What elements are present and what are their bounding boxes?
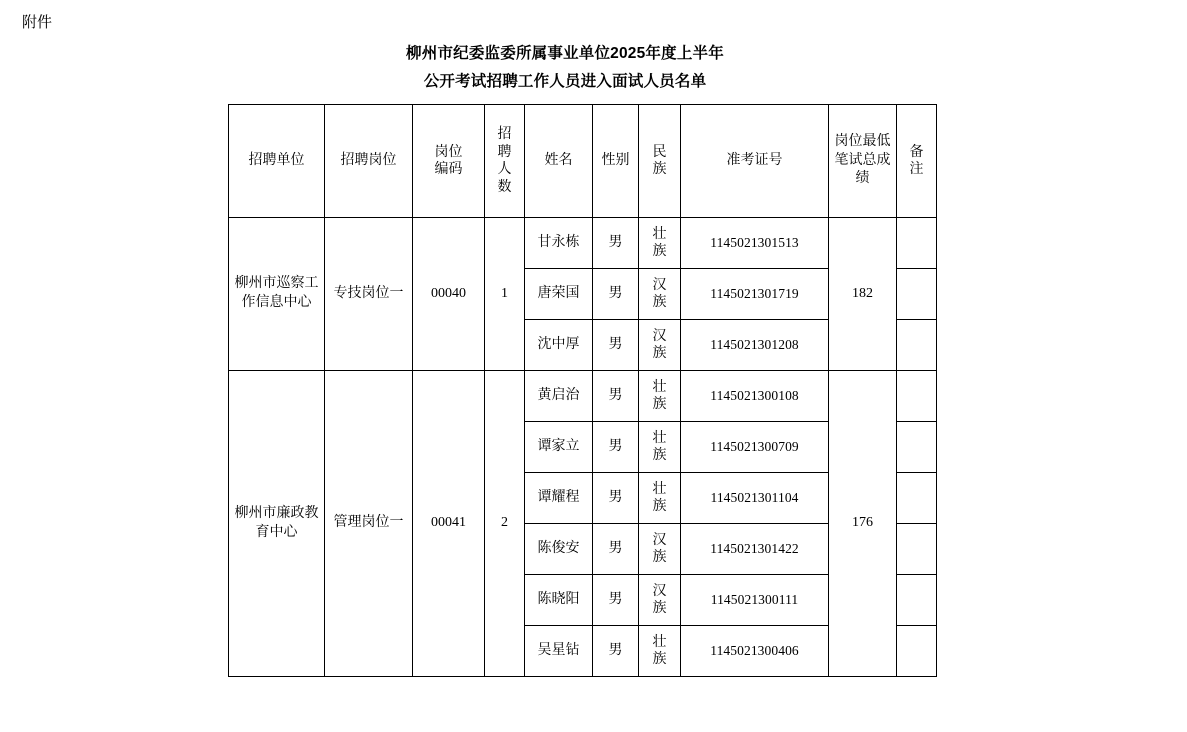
cell-ticket: 1145021300709 [681,422,829,473]
cell-name: 黄启治 [525,371,593,422]
cell-ticket: 1145021300111 [681,575,829,626]
cell-ethnic [639,371,681,422]
header-code-text: 岗位编码 [434,144,463,177]
header-ethnic-text: 民族 [652,144,667,177]
cell-ethnic [639,218,681,269]
cell-unit: 柳州市巡察工作信息中心 [229,218,325,371]
header-sex: 性别 [593,105,639,218]
cell-ticket: 1145021301104 [681,473,829,524]
title-line-2: 公开考试招聘工作人员进入面试人员名单 [423,73,707,90]
header-count [485,105,525,218]
cell-sex: 男 [593,269,639,320]
cell-sex: 男 [593,524,639,575]
cell-name: 吴星钻 [525,626,593,677]
cell-name: 甘永栋 [525,218,593,269]
header-score-text: 岗位最低笔试总成绩 [834,133,891,187]
cell-count: 2 [485,371,525,677]
cell-ticket: 1145021301513 [681,218,829,269]
cell-remark [897,269,937,320]
cell-remark [897,524,937,575]
cell-ticket: 1145021301422 [681,524,829,575]
cell-ethnic-text: 壮族 [652,226,667,259]
cell-ticket: 1145021300406 [681,626,829,677]
table-header-row [229,105,937,218]
cell-ethnic-text: 汉族 [652,583,667,616]
header-remark-text: 备注 [909,144,924,177]
cell-ethnic-text: 汉族 [652,328,667,361]
cell-ticket: 1145021300108 [681,371,829,422]
cell-sex: 男 [593,626,639,677]
cell-ethnic [639,320,681,371]
table-body [229,218,937,677]
cell-ticket: 1145021301208 [681,320,829,371]
cell-ethnic [639,524,681,575]
cell-post: 管理岗位一 [325,371,413,677]
cell-sex: 男 [593,575,639,626]
cell-name: 谭家立 [525,422,593,473]
cell-name: 沈中厚 [525,320,593,371]
header-ethnic [639,105,681,218]
table-row [229,218,937,269]
table-row [229,371,937,422]
title-line-1: 柳州市纪委监委所属事业单位2025年度上半年 [406,45,724,62]
cell-ethnic-text: 壮族 [652,634,667,667]
cell-ethnic-text: 壮族 [652,430,667,463]
header-unit: 招聘单位 [229,105,325,218]
cell-code: 00040 [413,218,485,371]
cell-unit: 柳州市廉政教育中心 [229,371,325,677]
cell-ethnic-text: 壮族 [652,379,667,412]
cell-ethnic [639,626,681,677]
cell-ethnic-text: 汉族 [652,532,667,565]
cell-remark [897,218,937,269]
header-remark [897,105,937,218]
cell-remark [897,575,937,626]
cell-score: 176 [829,371,897,677]
header-count-text: 招聘人数 [497,127,512,195]
header-post: 招聘岗位 [325,105,413,218]
cell-remark [897,371,937,422]
cell-ethnic [639,473,681,524]
cell-ethnic-text: 壮族 [652,481,667,514]
cell-sex: 男 [593,320,639,371]
cell-name: 谭耀程 [525,473,593,524]
header-name: 姓名 [525,105,593,218]
cell-ethnic [639,269,681,320]
cell-name: 陈晓阳 [525,575,593,626]
cell-remark [897,320,937,371]
cell-score: 182 [829,218,897,371]
cell-count: 1 [485,218,525,371]
cell-sex: 男 [593,422,639,473]
attachment-label: 附件 [22,14,53,31]
cell-remark [897,626,937,677]
cell-ethnic-text: 汉族 [652,277,667,310]
cell-post: 专技岗位一 [325,218,413,371]
cell-sex: 男 [593,371,639,422]
cell-code: 00041 [413,371,485,677]
header-code [413,105,485,218]
cell-ethnic [639,575,681,626]
cell-ticket: 1145021301719 [681,269,829,320]
cell-sex: 男 [593,473,639,524]
header-ticket: 准考证号 [681,105,829,218]
cell-name: 陈俊安 [525,524,593,575]
cell-remark [897,422,937,473]
cell-remark [897,473,937,524]
header-score [829,105,897,218]
cell-name: 唐荣国 [525,269,593,320]
document-title [228,40,902,96]
cell-ethnic [639,422,681,473]
interview-candidates-table [228,104,937,677]
cell-sex: 男 [593,218,639,269]
